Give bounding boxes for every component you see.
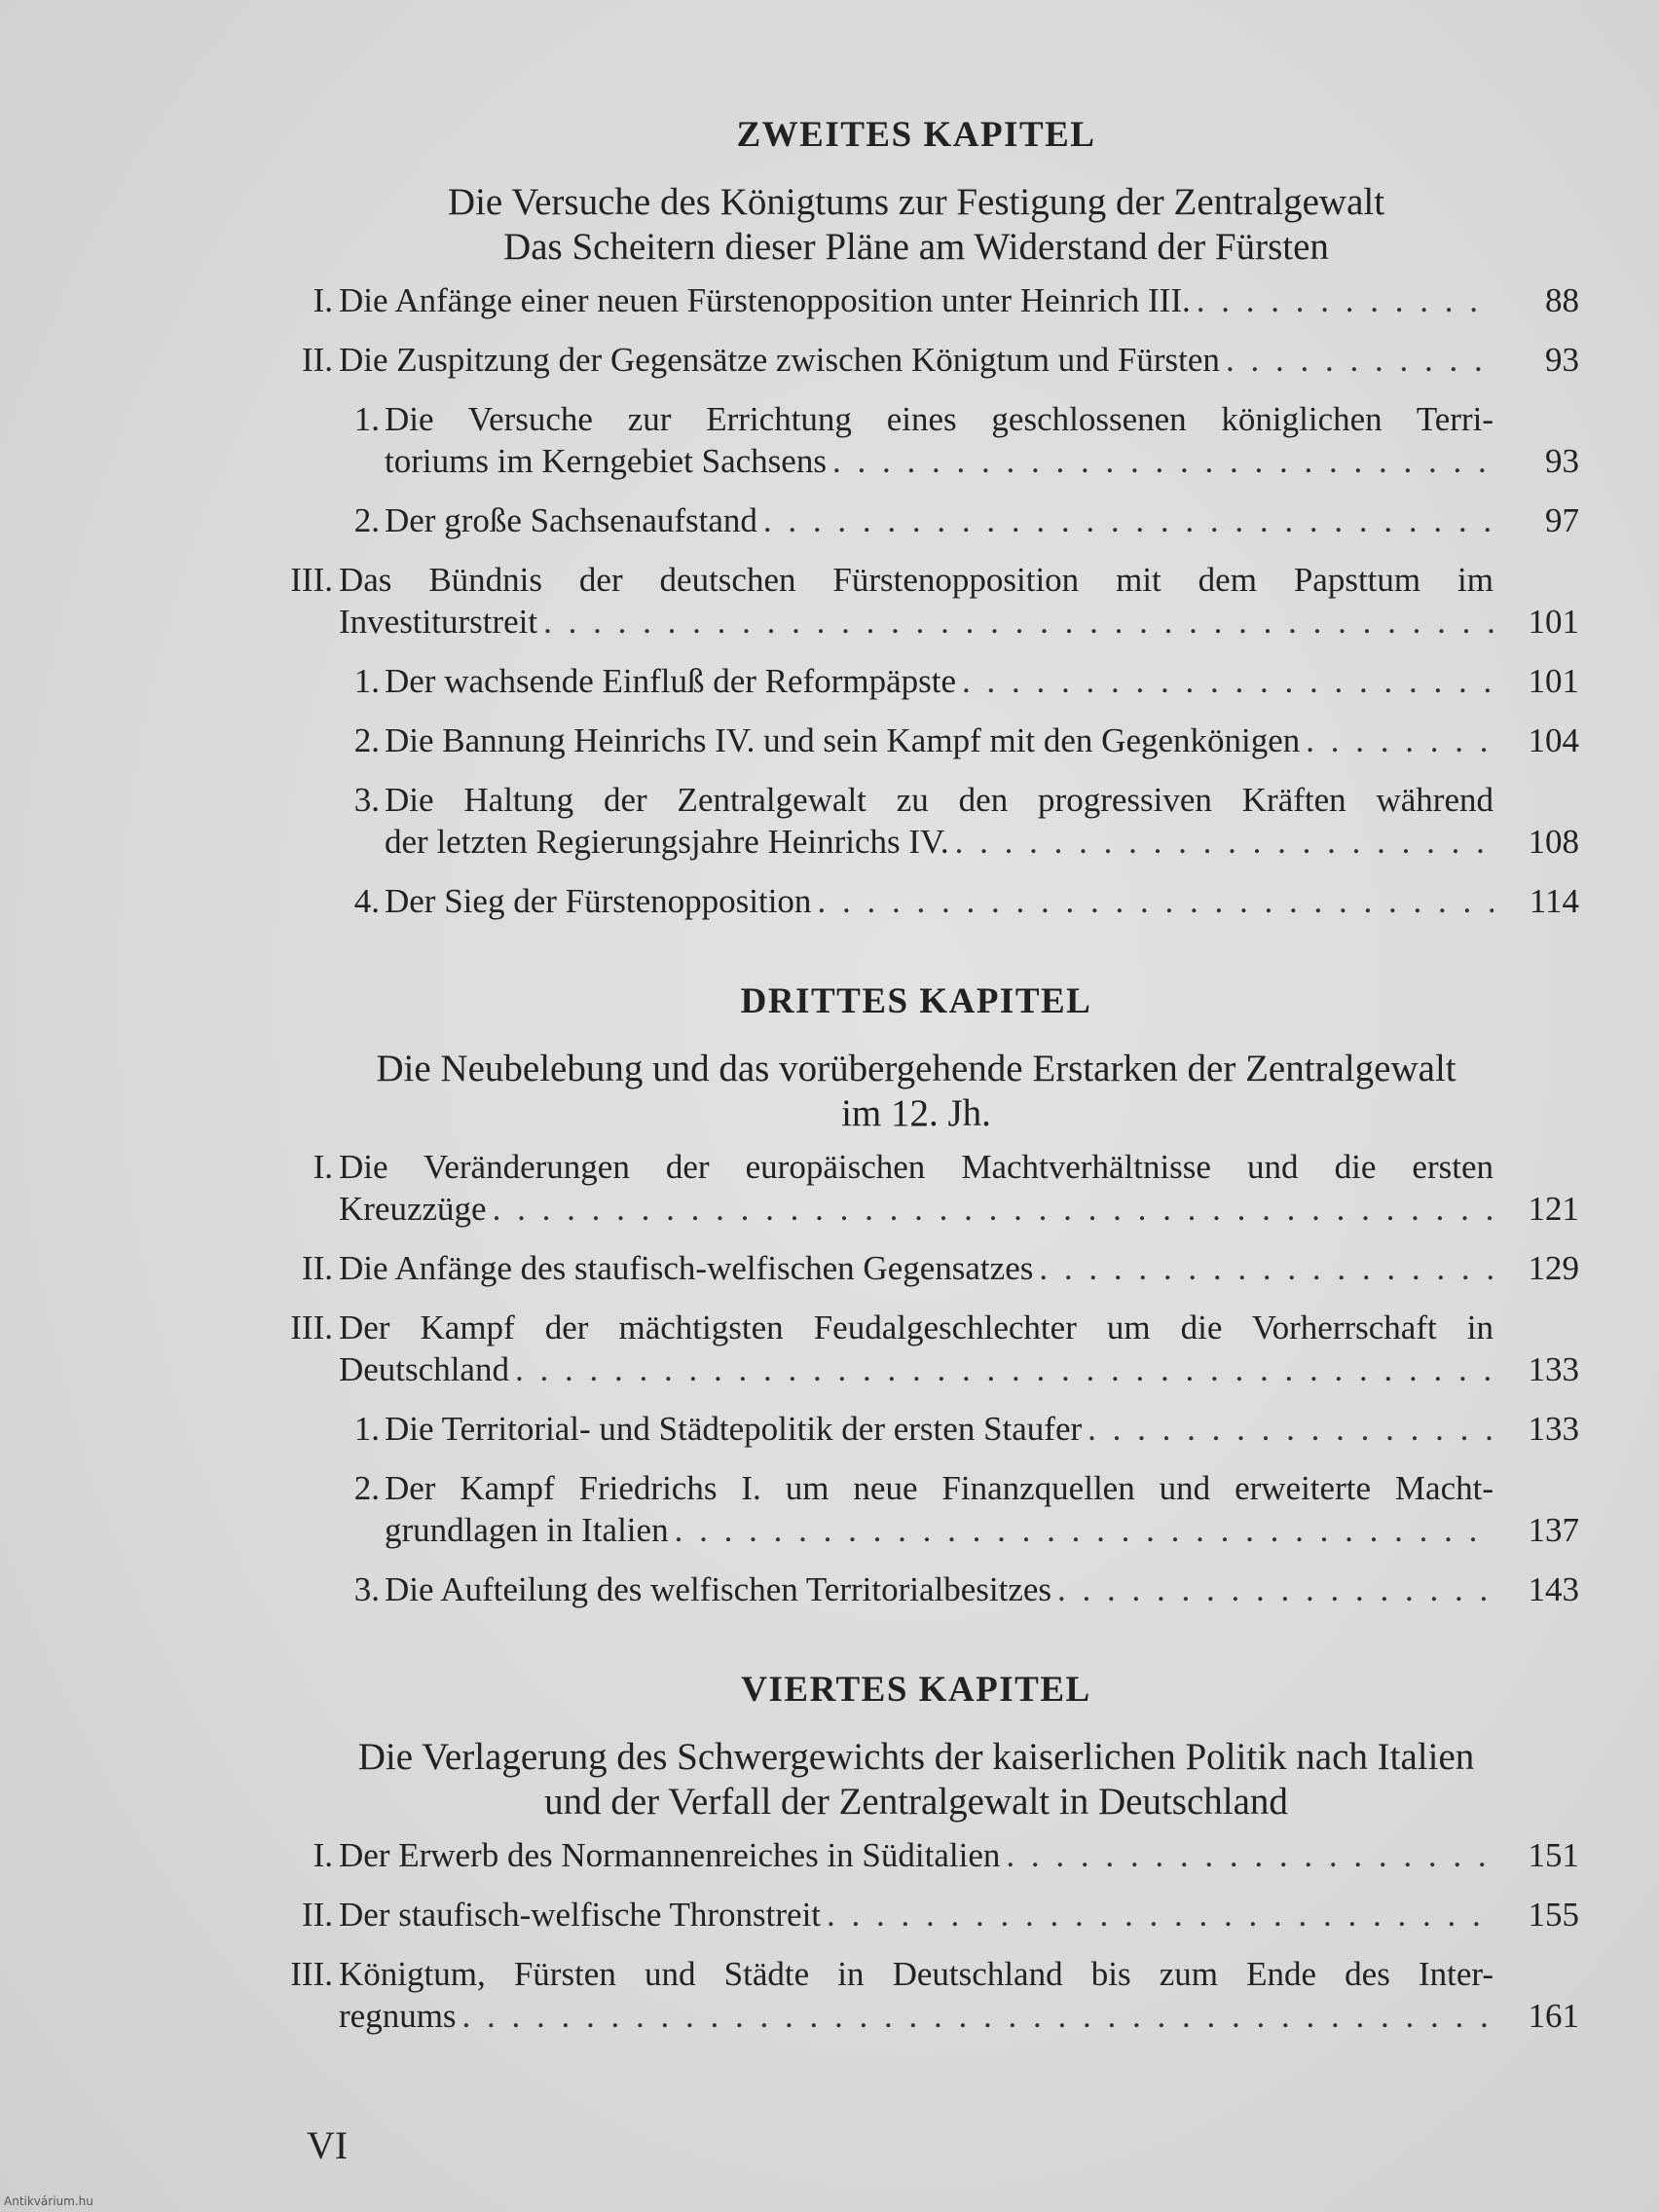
dot-leader: [462, 1995, 1493, 2037]
chapter-heading: DRITTES KAPITEL: [740, 981, 1092, 1021]
entry-last-line: [339, 1188, 1579, 1230]
entry-last-line: [339, 1894, 1579, 1936]
entry-last-line: [339, 339, 1579, 381]
entry-number: III.: [290, 1955, 333, 1993]
entry-page-number: 129: [1528, 1249, 1579, 1287]
entry-page-number: 93: [1545, 341, 1579, 379]
toc-entry: [253, 398, 1579, 482]
chapter-title: [253, 1047, 1579, 1136]
entry-last-line: [339, 601, 1579, 643]
entry-number: 3.: [353, 781, 380, 819]
entry-number: 1.: [353, 1410, 380, 1448]
entry-page-number: 133: [1528, 1350, 1579, 1388]
chapter-title-line: Die Verlagerung des Schwergewichts der kaiserlichen Politik nach Italien: [357, 1736, 1475, 1778]
entry-text-line: Die Veränderungen der europäischen Machtverhältnisse und die ersten: [339, 1148, 1493, 1186]
entry-page-number: 121: [1528, 1190, 1579, 1228]
entry-number: 2.: [353, 501, 380, 539]
entry-last-line: [339, 1995, 1579, 2037]
entry-text-line: Der Kampf der mächtigsten Feudalgeschlechter um die Vorherrschaft in: [339, 1309, 1493, 1346]
entry-last-line: [385, 1509, 1579, 1551]
entry-last-line: [385, 1568, 1579, 1610]
entry-text: Der Sieg der Fürstenopposition: [385, 882, 812, 920]
entry-text-line: Der Kampf Friedrichs I. um neue Finanzquellen und erweiterte Macht-: [385, 1469, 1493, 1507]
entry-text: toriums im Kerngebiet Sachsens: [385, 442, 827, 480]
entry-number: I.: [313, 1148, 333, 1186]
entry-number: 4.: [353, 882, 380, 920]
entry-body: [339, 1834, 1579, 1876]
entry-text: Die Zuspitzung der Gegensätze zwischen Königtum und Fürsten: [339, 341, 1220, 379]
entry-text: Der große Sachsenaufstand: [385, 501, 757, 539]
chapter-title-line: Die Versuche des Königtums zur Festigung der Zentralgewalt: [447, 181, 1385, 223]
entry-body: [339, 1247, 1579, 1289]
dot-leader: [515, 1348, 1493, 1390]
entry-body: [339, 279, 1579, 321]
toc-entry: [253, 719, 1579, 761]
toc-entry: [253, 880, 1579, 922]
toc-entry: [253, 660, 1579, 702]
entry-last-line: [385, 880, 1579, 922]
entry-text-line: Das Bündnis der deutschen Fürstenopposition mit dem Papsttum im: [339, 561, 1493, 599]
toc-entry: [253, 1568, 1579, 1610]
entry-text: regnums: [339, 1997, 457, 2035]
entry-text-line: Die Versuche zur Errichtung eines geschlossenen königlichen Terri-: [385, 400, 1493, 438]
entry-text: Der staufisch-welfische Thronstreit: [339, 1896, 822, 1934]
entry-last-line: [385, 1408, 1579, 1450]
chapter-title-line: Die Neubelebung und das vorübergehende Erstarken der Zentralgewalt: [376, 1048, 1456, 1089]
dot-leader: [827, 1894, 1493, 1936]
entry-last-line: [385, 440, 1579, 482]
entry-text: Der wachsende Einfluß der Reformpäpste: [385, 662, 957, 700]
entry-page-number: 133: [1528, 1410, 1579, 1448]
entry-number: II.: [301, 341, 333, 379]
entry-text-line: Die Haltung der Zentralgewalt zu den progressiven Kräften während: [385, 781, 1493, 819]
entry-last-line: [339, 279, 1579, 321]
entry-last-line: [339, 1348, 1579, 1390]
entry-body: [385, 398, 1579, 482]
entry-number: II.: [301, 1896, 333, 1934]
entry-text: Die Territorial- und Städtepolitik der ersten Staufer: [385, 1410, 1083, 1448]
chapter-title: [253, 1735, 1579, 1825]
dot-leader: [1226, 339, 1493, 381]
entry-body: [339, 1146, 1579, 1230]
toc-entry: [253, 1408, 1579, 1450]
entry-body: [385, 719, 1579, 761]
dot-leader: [955, 821, 1493, 863]
dot-leader: [832, 440, 1493, 482]
entry-page-number: 161: [1528, 1997, 1579, 2035]
dot-leader: [543, 601, 1493, 643]
entry-number: III.: [290, 561, 333, 599]
toc-entry: [253, 1894, 1579, 1936]
entry-page-number: 151: [1528, 1836, 1579, 1874]
entry-number: 2.: [353, 1469, 380, 1507]
toc-entry: [253, 279, 1579, 321]
chapter-title-line: im 12. Jh.: [841, 1092, 991, 1134]
toc-entry: [253, 1247, 1579, 1289]
entry-number: 1.: [353, 662, 380, 700]
toc-entry: [253, 559, 1579, 643]
chapter-title: [253, 180, 1579, 270]
dot-leader: [1039, 1247, 1493, 1289]
entry-page-number: 101: [1528, 603, 1579, 641]
entry-body: [385, 660, 1579, 702]
toc-entry: [253, 1953, 1579, 2037]
entry-number: I.: [313, 281, 333, 319]
entry-text: Die Aufteilung des welfischen Territorialbesitzes: [385, 1570, 1052, 1608]
entry-number: 3.: [353, 1570, 380, 1608]
entry-body: [385, 499, 1579, 541]
dot-leader: [493, 1188, 1493, 1230]
dot-leader: [1006, 1834, 1493, 1876]
dot-leader: [1197, 279, 1493, 321]
entry-last-line: [385, 660, 1579, 702]
entry-last-line: [385, 719, 1579, 761]
chapter-section: [253, 1667, 1579, 2037]
toc-entry: [253, 1834, 1579, 1876]
entry-body: [385, 880, 1579, 922]
chapter-section: [253, 112, 1579, 922]
entry-text: Die Anfänge des staufisch-welfischen Gegensatzes: [339, 1249, 1034, 1287]
entry-number: 2.: [353, 721, 380, 759]
entry-body: [339, 559, 1579, 643]
dot-leader: [675, 1509, 1493, 1551]
entry-number: II.: [301, 1249, 333, 1287]
entry-page-number: 137: [1528, 1511, 1579, 1549]
entry-number: I.: [313, 1836, 333, 1874]
toc-entry: [253, 499, 1579, 541]
chapter-title-line: Das Scheitern dieser Pläne am Widerstand der Fürsten: [503, 226, 1329, 268]
toc-entry: [253, 1467, 1579, 1551]
dot-leader: [817, 880, 1493, 922]
entry-last-line: [385, 821, 1579, 863]
toc-entry: [253, 339, 1579, 381]
entry-text: Der Erwerb des Normannenreiches in Süditalien: [339, 1836, 1001, 1874]
entry-page-number: 143: [1528, 1570, 1579, 1608]
entry-body: [339, 1307, 1579, 1390]
toc-entry: [253, 1146, 1579, 1230]
dot-leader: [962, 660, 1493, 702]
entry-body: [339, 339, 1579, 381]
toc-entry: [253, 1307, 1579, 1390]
entry-page-number: 88: [1545, 281, 1579, 319]
entry-last-line: [339, 1834, 1579, 1876]
entry-number: III.: [290, 1309, 333, 1346]
entry-page-number: 155: [1528, 1896, 1579, 1934]
watermark: Antikvárium.hu: [4, 2194, 93, 2208]
entry-last-line: [339, 1247, 1579, 1289]
chapter-section: [253, 978, 1579, 1610]
dot-leader: [1088, 1408, 1493, 1450]
entry-text: der letzten Regierungsjahre Heinrichs IV.: [385, 823, 949, 861]
entry-text-line: Königtum, Fürsten und Städte in Deutschland bis zum Ende des Inter-: [339, 1955, 1493, 1993]
entry-text: Die Anfänge einer neuen Fürstenopposition unter Heinrich III.: [339, 281, 1191, 319]
entry-page-number: 104: [1528, 721, 1579, 759]
entry-body: [385, 1568, 1579, 1610]
table-of-contents: [253, 112, 1579, 2054]
entry-text: Die Bannung Heinrichs IV. und sein Kampf mit den Gegenkönigen: [385, 721, 1301, 759]
entry-body: [385, 779, 1579, 863]
entry-last-line: [385, 499, 1579, 541]
entry-body: [339, 1953, 1579, 2037]
entry-text: Deutschland: [339, 1350, 509, 1388]
dot-leader: [1306, 719, 1493, 761]
dot-leader: [1057, 1568, 1493, 1610]
dot-leader: [763, 499, 1493, 541]
entry-page-number: 108: [1528, 823, 1579, 861]
chapter-title-line: und der Verfall der Zentralgewalt in Deutschland: [544, 1781, 1288, 1823]
entry-page-number: 93: [1545, 442, 1579, 480]
page-folio: VI: [307, 2123, 349, 2167]
entry-text: Investiturstreit: [339, 603, 538, 641]
entry-text: grundlagen in Italien: [385, 1511, 669, 1549]
entry-body: [385, 1467, 1579, 1551]
chapter-heading: VIERTES KAPITEL: [741, 1670, 1091, 1710]
entry-text: Kreuzzüge: [339, 1190, 487, 1228]
entry-body: [339, 1894, 1579, 1936]
toc-entry: [253, 779, 1579, 863]
entry-page-number: 101: [1528, 662, 1579, 700]
entry-body: [385, 1408, 1579, 1450]
entry-page-number: 97: [1545, 501, 1579, 539]
entry-number: 1.: [353, 400, 380, 438]
chapter-heading: ZWEITES KAPITEL: [736, 115, 1096, 155]
entry-page-number: 114: [1529, 882, 1579, 920]
